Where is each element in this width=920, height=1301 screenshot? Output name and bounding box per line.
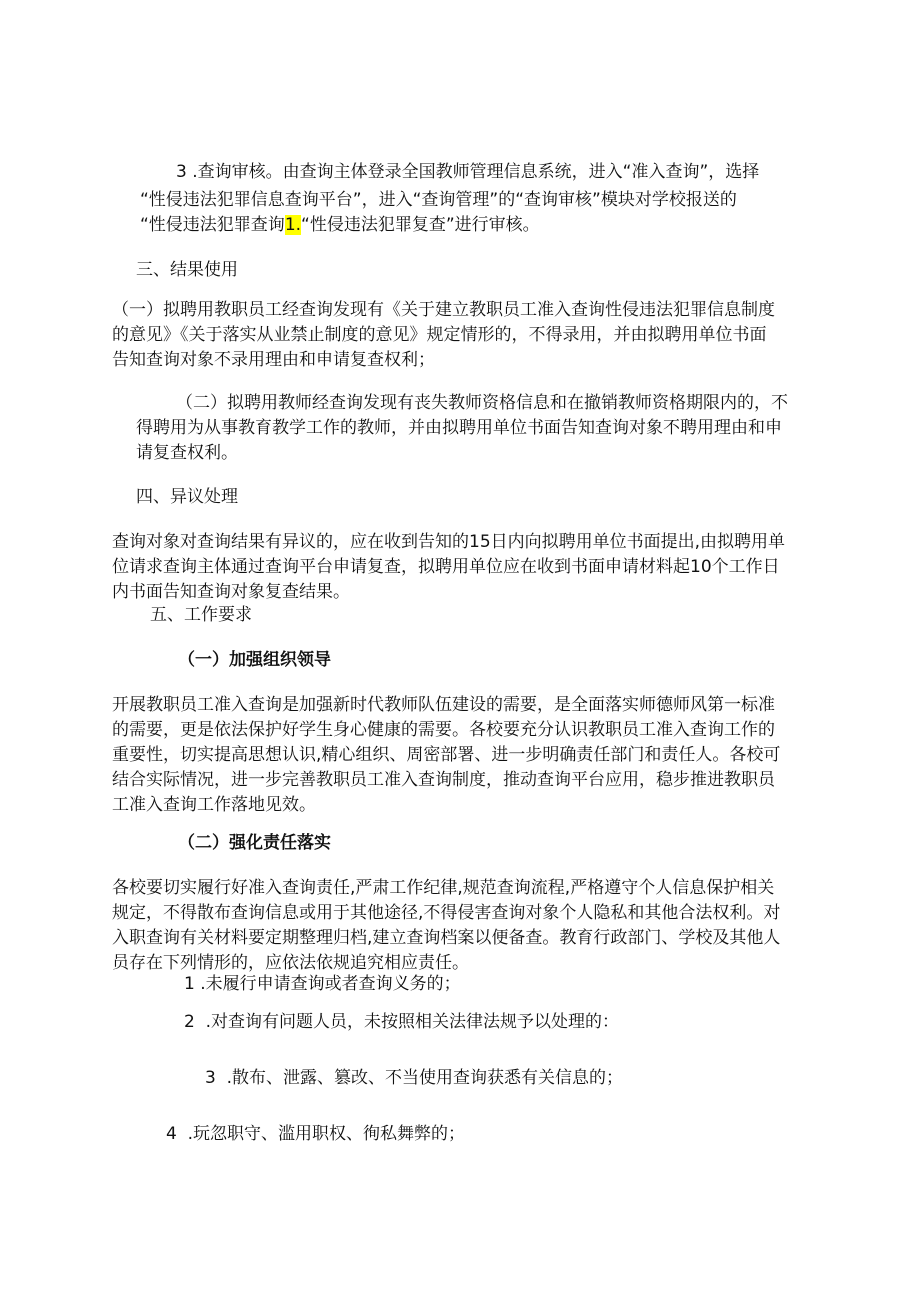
result-use-paragraph-2 — [136, 391, 788, 466]
subheading-responsibility — [178, 831, 331, 856]
heading-work-requirements — [150, 603, 252, 628]
list-item-number: 3 — [205, 1068, 216, 1088]
responsibility-line-3: 入职查询有关材料要定期整理归档,建立查询档案以便备查。教育行政部门、学校及其他人 — [112, 928, 781, 948]
list-item — [184, 972, 461, 997]
highlighted-marker: 1. — [284, 215, 302, 235]
leadership-line-2: 的需要，更是依法保护好学生身心健康的需要。各校要充分认识教职员工准入查询工作的 — [112, 720, 775, 740]
heading-objection — [136, 485, 238, 510]
query-review-line-1 — [140, 160, 820, 185]
list-item-number: 4 — [166, 1124, 177, 1144]
objection-line-3: 内书面告知查询对象复查结果。 — [112, 582, 350, 602]
subheading-leadership-text: （一）加强组织领导 — [178, 650, 331, 670]
list-item-text: .散布、泄露、篡改、不当使用查询获悉有关信息的； — [226, 1068, 624, 1088]
responsibility-paragraph — [112, 876, 780, 976]
result-use-1-line-2: 的意见》《关于落实从业禁止制度的意见》规定情形的，不得录用，并由拟聘用单位书面 — [112, 325, 767, 345]
result-use-2-line-3: 请复查权利。 — [136, 443, 238, 463]
objection-paragraph — [112, 530, 785, 605]
query-review-number: 3 — [176, 162, 187, 182]
heading-result-use — [136, 258, 238, 283]
leadership-line-1: 开展教职员工准入查询是加强新时代教师队伍建设的需要，是全面落实师德师风第一标准 — [112, 695, 775, 715]
list-item-text: .未履行申请查询或者查询义务的； — [200, 974, 461, 994]
responsibility-line-4: 员存在下列情形的，应依法依规追究相应责任。 — [112, 953, 469, 973]
leadership-line-5: 工准入查询工作落地见效。 — [112, 795, 316, 815]
leadership-line-4: 结合实际情况，进一步完善教职员工准入查询制度，推动查询平台应用，稳步推进教职员 — [112, 770, 775, 790]
list-item-text: .对查询有问题人员，未按照相关法律法规予以处理的： — [205, 1012, 620, 1032]
leadership-line-3: 重要性，切实提高思想认识,精心组织、周密部署、进一步明确责任部门和责任人。各校可 — [112, 745, 781, 765]
query-review-text-3a: “性侵违法犯罪查询 — [140, 215, 285, 235]
query-review-text-2: “性侵违法犯罪信息查询平台”，进入“查询管理”的“查询审核”模块对学校报送的 — [140, 190, 737, 210]
list-item-number: 2 — [184, 1012, 195, 1032]
objection-line-1: 查询对象对查询结果有异议的，应在收到告知的15日内向拟聘用单位书面提出,由拟聘用单 — [112, 532, 786, 552]
result-use-2-line-2: 得聘用为从事教育教学工作的教师，并由拟聘用单位书面告知查询对象不聘用理由和申 — [136, 418, 782, 438]
list-item — [205, 1066, 623, 1091]
list-item — [166, 1122, 465, 1147]
list-item-text: .玩忽职守、滥用职权、徇私舞弊的； — [187, 1124, 466, 1144]
query-review-line-2 — [140, 188, 820, 213]
heading-work-requirements-text: 五、工作要求 — [150, 605, 252, 625]
objection-line-2: 位请求查询主体通过查询平台申请复查，拟聘用单位应在收到书面申请材料起10个工作日 — [112, 557, 780, 577]
query-review-paragraph — [140, 160, 820, 238]
list-item-number: 1 — [184, 974, 195, 994]
heading-objection-text: 四、异议处理 — [136, 487, 238, 507]
query-review-text-3b: “性侵违法犯罪复查”进行审核。 — [301, 215, 540, 235]
result-use-2-line-1: （二）拟聘用教师经查询发现有丧失教师资格信息和在撤销教师资格期限内的，不 — [176, 393, 788, 413]
result-use-paragraph-1 — [112, 298, 775, 373]
subheading-leadership — [178, 648, 331, 673]
responsibility-line-1: 各校要切实履行好准入查询责任,严肃工作纪律,规范查询流程,严格遵守个人信息保护相关 — [112, 878, 775, 898]
result-use-1-line-1: （一）拟聘用教职员工经查询发现有《关于建立教职员工准入查询性侵违法犯罪信息制度 — [112, 300, 775, 320]
subheading-responsibility-text: （二）强化责任落实 — [178, 833, 331, 853]
leadership-paragraph — [112, 693, 780, 818]
query-review-text-1: .查询审核。由查询主体登录全国教师管理信息系统，进入“准入查询”，选择 — [192, 162, 760, 182]
list-item — [184, 1010, 619, 1035]
heading-result-use-text: 三、结果使用 — [136, 260, 238, 280]
query-review-line-3 — [140, 213, 820, 238]
responsibility-line-2: 规定，不得散布查询信息或用于其他途径,不得侵害查询对象个人隐私和其他合法权利。对 — [112, 903, 781, 923]
result-use-1-line-3: 告知查询对象不录用理由和申请复查权利； — [112, 350, 435, 370]
